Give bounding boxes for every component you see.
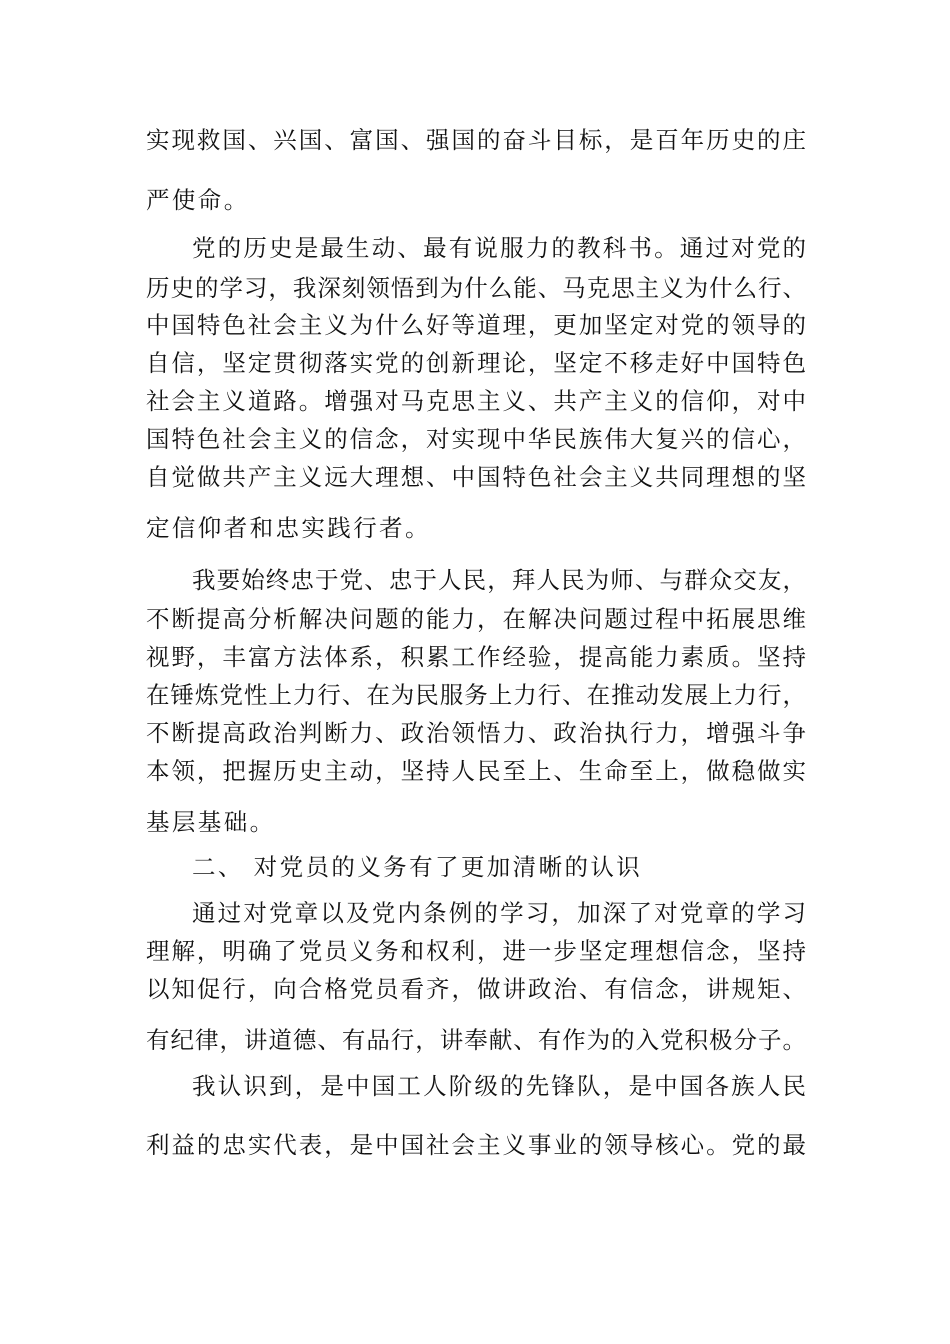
paragraph-line: 有纪律，讲道德、有品行，讲奉献、有作为的入党积极分子。 — [146, 1026, 806, 1054]
section-heading: 二、 对党员的义务有了更加清晰的认识 — [192, 853, 643, 881]
paragraph-line: 理解，明确了党员义务和权利，进一步坚定理想信念，坚持 — [146, 937, 806, 965]
paragraph-line: 实现救国、兴国、富国、强国的奋斗目标，是百年历史的庄 — [146, 126, 806, 154]
paragraph-line: 历史的学习，我深刻领悟到为什么能、马克思主义为什么行、 — [146, 274, 806, 302]
paragraph-line: 通过对党章以及党内条例的学习，加深了对党章的学习 — [192, 899, 806, 927]
paragraph-line: 基层基础。 — [146, 808, 276, 836]
paragraph-line: 在锤炼党性上力行、在为民服务上力行、在推动发展上力行， — [146, 681, 806, 709]
paragraph-line: 利益的忠实代表，是中国社会主义事业的领导核心。党的最 — [146, 1131, 806, 1159]
paragraph-line: 本领，把握历史主动，坚持人民至上、生命至上，做稳做实 — [146, 757, 806, 785]
paragraph-line: 我认识到，是中国工人阶级的先锋队，是中国各族人民 — [192, 1072, 806, 1100]
paragraph-line: 中国特色社会主义为什么好等道理，更加坚定对党的领导的 — [146, 311, 806, 339]
paragraph-line: 视野，丰富方法体系，积累工作经验，提高能力素质。坚持 — [146, 643, 806, 671]
paragraph-line: 自觉做共产主义远大理想、中国特色社会主义共同理想的坚 — [146, 463, 806, 491]
paragraph-line: 国特色社会主义的信念，对实现中华民族伟大复兴的信心， — [146, 425, 806, 453]
paragraph-line: 不断提高政治判断力、政治领悟力、政治执行力，增强斗争 — [146, 719, 806, 747]
paragraph-line: 定信仰者和忠实践行者。 — [146, 514, 431, 542]
paragraph-line: 以知促行，向合格党员看齐，做讲政治、有信念，讲规矩、 — [146, 975, 806, 1003]
paragraph-line: 社会主义道路。增强对马克思主义、共产主义的信仰，对中 — [146, 387, 806, 415]
paragraph-line: 不断提高分析解决问题的能力，在解决问题过程中拓展思维 — [146, 605, 806, 633]
paragraph-line: 党的历史是最生动、最有说服力的教科书。通过对党的 — [192, 234, 806, 262]
paragraph-line: 自信，坚定贯彻落实党的创新理论，坚定不移走好中国特色 — [146, 349, 806, 377]
paragraph-line: 严使命。 — [146, 186, 250, 214]
paragraph-line: 我要始终忠于党、忠于人民，拜人民为师、与群众交友， — [192, 566, 806, 594]
